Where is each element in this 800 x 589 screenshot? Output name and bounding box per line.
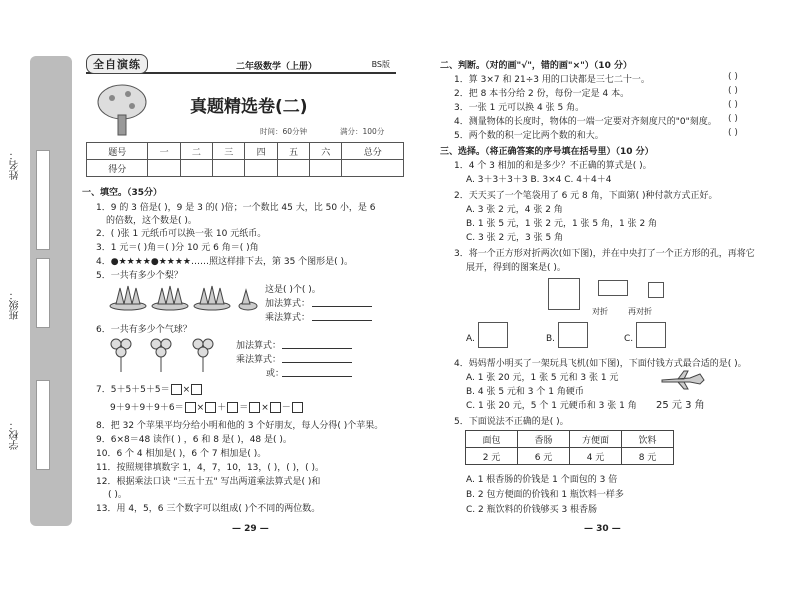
question-1-cont: 的倍数，这个数是( )。 bbox=[106, 216, 197, 226]
option-b-figure bbox=[558, 322, 588, 348]
answer-box[interactable] bbox=[191, 384, 202, 395]
choice-2c: C. 3 张 2 元，3 张 5 角 bbox=[466, 233, 564, 243]
score-head-cell: 总分 bbox=[342, 143, 404, 160]
choice-3: 3．将一个正方形对折两次(如下图)，并在中央打了一个正方形的孔，再将它 bbox=[454, 249, 755, 259]
fold-square-1 bbox=[548, 278, 580, 310]
question-12: 12．根据乘法口诀 "三五十五" 写出两道乘法算式是( )和 bbox=[96, 477, 321, 487]
class-field[interactable] bbox=[36, 258, 50, 328]
answer-box[interactable] bbox=[171, 384, 182, 395]
q5-this-line: 这是( )个( )。 bbox=[265, 285, 321, 295]
fold-square-2 bbox=[598, 280, 628, 296]
choice-3-option-a[interactable]: A. bbox=[466, 334, 475, 344]
score-row-label: 得分 bbox=[87, 160, 148, 177]
question-7-text: 7．5＋5＋5＋5＝ bbox=[96, 385, 170, 395]
price-table bbox=[465, 430, 674, 465]
time-label: 时间：60分钟 bbox=[260, 127, 308, 136]
question-2: 2．( )张 1 元纸币可以换一张 10 元纸币。 bbox=[96, 229, 267, 239]
tree-illustration bbox=[92, 82, 152, 138]
class-label: 班级： bbox=[10, 290, 21, 320]
score-head-cell: 三 bbox=[213, 143, 245, 160]
plane-price: 25 元 3 角 bbox=[656, 400, 705, 411]
choice-4: 4．妈妈帮小明买了一架玩具飞机(如下图)，下面付钱方式最合适的是( )。 bbox=[454, 359, 747, 369]
choice-3-option-c[interactable]: C. bbox=[624, 334, 634, 344]
q6-mul-answer[interactable] bbox=[282, 362, 352, 363]
question-9: 9．6×8＝48 读作( ) ，6 和 8 是( )，48 是( )。 bbox=[96, 435, 292, 445]
score-head-cell: 六 bbox=[310, 143, 342, 160]
judge-3-answer[interactable]: ( ) bbox=[728, 100, 738, 110]
judge-4-answer[interactable]: ( ) bbox=[728, 114, 738, 124]
question-13: 13．用 4，5，6 三个数字可以组成( )个不同的两位数。 bbox=[96, 504, 321, 514]
grade-label: 二年级数学（上册） bbox=[236, 62, 318, 72]
question-6: 6．一共有多少个气球？ bbox=[96, 325, 192, 335]
school-field[interactable] bbox=[36, 380, 50, 470]
question-11: 11．按照规律填数字 1，4，7，10，13，( )，( )，( )。 bbox=[96, 463, 325, 473]
choice-2a: A. 3 张 2 元，4 张 2 角 bbox=[466, 205, 563, 215]
answer-box[interactable] bbox=[270, 402, 281, 413]
judge-2: 2．把 8 本书分给 2 份，每份一定是 4 本。 bbox=[454, 89, 630, 99]
score-cell[interactable] bbox=[148, 160, 180, 177]
q6-or-answer[interactable] bbox=[282, 376, 352, 377]
price-cell: 4 元 bbox=[570, 448, 622, 465]
full-score-label: 满分：100分 bbox=[340, 127, 385, 136]
question-7: 7．5＋5＋5＋5＝ × bbox=[96, 382, 203, 395]
section-fill-blanks: 一、填空。（35分） bbox=[82, 188, 163, 198]
price-cell: 2 元 bbox=[466, 448, 518, 465]
score-cell[interactable] bbox=[213, 160, 245, 177]
choice-5a: A. 1 根香肠的价钱是 1 个面包的 3 倍 bbox=[466, 475, 618, 485]
page-number-right: — 30 — bbox=[584, 524, 621, 534]
choice-5c: C. 2 瓶饮料的价钱够买 3 根香肠 bbox=[466, 505, 598, 515]
q6-or-label: 或： bbox=[266, 369, 285, 379]
page-title: 真题精选卷(二) bbox=[190, 97, 308, 117]
price-head: 饮料 bbox=[622, 431, 674, 448]
section-judge: 二、判断。（对的画"√"，错的画"×"）（10 分） bbox=[440, 61, 632, 71]
judge-3: 3．一张 1 元可以换 4 张 5 角。 bbox=[454, 103, 585, 113]
brand-logo: 全自演练 bbox=[86, 54, 148, 74]
choice-4b: B. 4 张 5 元和 3 个 1 角硬币 bbox=[466, 387, 584, 397]
question-7b-text: 9＋9＋9＋9＋6＝ bbox=[110, 403, 184, 413]
name-label: 姓名： bbox=[10, 150, 21, 180]
school-label: 学校： bbox=[10, 420, 21, 450]
question-10: 10．6 个 4 相加是( )，6 个 7 相加是( )。 bbox=[96, 449, 267, 459]
fold-label-2: 再对折 bbox=[628, 307, 652, 316]
score-cell[interactable] bbox=[180, 160, 212, 177]
fold-square-3 bbox=[648, 282, 664, 298]
question-12-cont: ( )。 bbox=[108, 490, 127, 500]
question-4: 4．●★★★★●★★★★……照这样排下去，第 35 个图形是( )。 bbox=[96, 257, 354, 267]
pear-plates-image bbox=[108, 282, 258, 312]
score-cell[interactable] bbox=[310, 160, 342, 177]
q5-mul-answer[interactable] bbox=[312, 320, 372, 321]
answer-box[interactable] bbox=[205, 402, 216, 413]
q5-mul-label: 乘法算式： bbox=[265, 313, 311, 323]
judge-5-answer[interactable]: ( ) bbox=[728, 128, 738, 138]
score-head-cell: 二 bbox=[180, 143, 212, 160]
judge-1: 1．算 3×7 和 21÷3 用的口诀都是三七二十一。 bbox=[454, 75, 650, 85]
price-head: 面包 bbox=[466, 431, 518, 448]
q6-add-label: 加法算式： bbox=[236, 341, 282, 351]
answer-box[interactable] bbox=[185, 402, 196, 413]
q5-add-label: 加法算式： bbox=[265, 299, 311, 309]
score-cell[interactable] bbox=[277, 160, 309, 177]
price-cell: 6 元 bbox=[518, 448, 570, 465]
score-head-cell: 一 bbox=[148, 143, 180, 160]
answer-box[interactable] bbox=[227, 402, 238, 413]
question-8: 8．把 32 个苹果平均分给小明和他的 3 个好朋友，每人分得( )个苹果。 bbox=[96, 421, 384, 431]
answer-box[interactable] bbox=[292, 402, 303, 413]
choice-1: 1．4 个 3 相加的和是多少？不正确的算式是( )。 bbox=[454, 161, 652, 171]
q6-add-answer[interactable] bbox=[282, 348, 352, 349]
section-choice: 三、选择。（将正确答案的序号填在括号里）（10 分） bbox=[440, 147, 654, 157]
score-head-cell: 题号 bbox=[87, 143, 148, 160]
score-head-cell: 五 bbox=[277, 143, 309, 160]
option-c-figure bbox=[636, 322, 666, 348]
score-cell[interactable] bbox=[342, 160, 404, 177]
name-field[interactable] bbox=[36, 150, 50, 250]
question-3: 3．1 元＝( )角＝( )分 10 元 6 角＝( )角 bbox=[96, 243, 259, 253]
page-number-left: — 29 — bbox=[232, 524, 269, 534]
balloons-image bbox=[106, 336, 226, 376]
score-head-cell: 四 bbox=[245, 143, 277, 160]
fold-label-1: 对折 bbox=[592, 307, 608, 316]
choice-4c: C. 1 张 20 元，5 个 1 元硬币和 3 张 1 角 bbox=[466, 401, 637, 411]
choice-3-cont: 展开，得到的图案是( )。 bbox=[466, 263, 566, 273]
edition-label: BS版 bbox=[371, 60, 390, 69]
choice-5b: B. 2 包方便面的价钱和 1 瓶饮料一样多 bbox=[466, 490, 624, 500]
choice-2: 2．天天买了一个笔袋用了 6 元 8 角，下面第( )种付款方式正好。 bbox=[454, 191, 718, 201]
option-a-figure bbox=[478, 322, 508, 348]
page-header bbox=[86, 58, 396, 74]
choice-4a: A. 1 张 20 元，1 张 5 元和 3 张 1 元 bbox=[466, 373, 619, 383]
price-head: 方便面 bbox=[570, 431, 622, 448]
score-table bbox=[86, 142, 404, 177]
price-cell: 8 元 bbox=[622, 448, 674, 465]
judge-2-answer[interactable]: ( ) bbox=[728, 86, 738, 96]
choice-2b: B. 1 张 5 元，1 张 2 元，1 张 5 角，1 张 2 角 bbox=[466, 219, 658, 229]
q6-mul-label: 乘法算式： bbox=[236, 355, 282, 365]
choice-5: 5．下面说法不正确的是( )。 bbox=[454, 417, 569, 427]
q5-add-answer[interactable] bbox=[312, 306, 372, 307]
price-head: 香肠 bbox=[518, 431, 570, 448]
question-5: 5．一共有多少个梨？ bbox=[96, 271, 183, 281]
judge-1-answer[interactable]: ( ) bbox=[728, 72, 738, 82]
toy-plane-icon bbox=[660, 370, 706, 390]
question-7b: 9＋9＋9＋9＋6＝ × ＋ ＝ × － bbox=[110, 400, 304, 413]
judge-5: 5．两个数的积一定比两个数的和大。 bbox=[454, 131, 604, 141]
score-cell[interactable] bbox=[245, 160, 277, 177]
choice-1-options: A. 3＋3＋3＋3 B. 3×4 C. 4＋4＋4 bbox=[466, 175, 612, 185]
judge-4: 4．测量物体的长度时，物体的一端一定要对齐刻度尺的"0"刻度。 bbox=[454, 117, 717, 127]
answer-box[interactable] bbox=[249, 402, 260, 413]
question-1: 1．9 的 3 倍是( )，9 是 3 的( )倍；一个数比 45 大，比 50 小，是 6 bbox=[96, 203, 376, 213]
choice-3-option-b[interactable]: B. bbox=[546, 334, 556, 344]
